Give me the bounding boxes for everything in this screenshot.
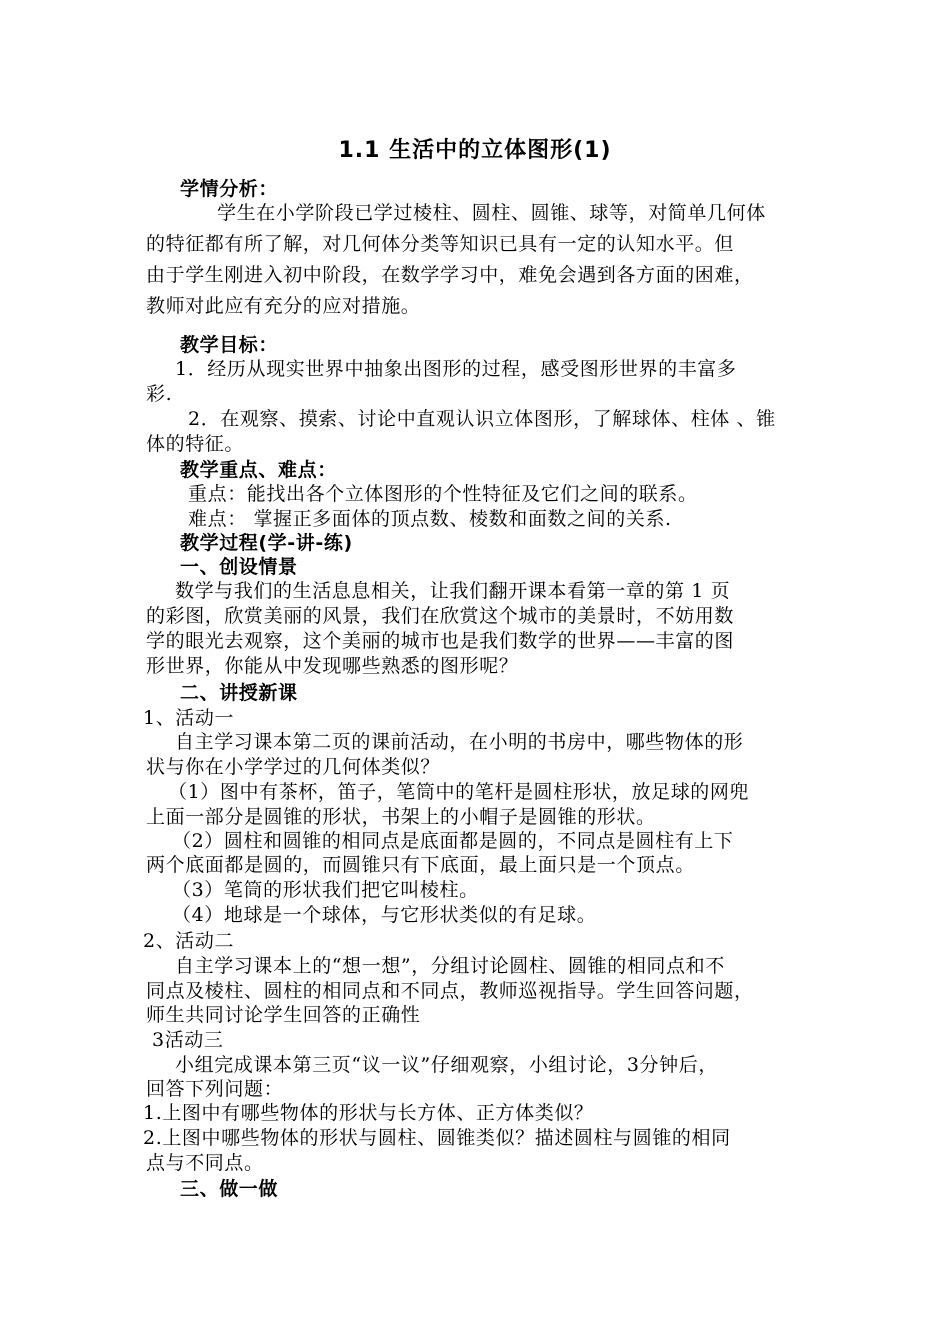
paragraph-line: 状与你在小学学过的几何体类似？: [146, 756, 441, 778]
subsection-heading: 二、讲授新课: [180, 682, 298, 704]
activity-label: 2、活动二: [143, 930, 235, 952]
subsection-heading: 三、做一做: [180, 1178, 279, 1200]
section-heading-keypoints: 教学重点、难点：: [180, 459, 337, 481]
paragraph-line: 彩.: [146, 383, 173, 405]
paragraph-line: 学的眼光去观察，这个美丽的城市也是我们数学的世界——丰富的图: [146, 630, 735, 652]
subsection-heading: 一、创设情景: [180, 556, 298, 578]
paragraph-line: 自主学习课本上的“想一想”，分组讨论圆柱、圆锥的相同点和不: [175, 955, 725, 977]
paragraph-line: 数学与我们的生活息息相关，让我们翻开课本看第一章的第 1 页: [175, 580, 731, 602]
activity-label: 3活动三: [152, 1029, 224, 1051]
paragraph-line: 由于学生刚进入初中阶段，在数学学习中，难免会遇到各方面的困难，: [146, 264, 754, 286]
paragraph-line: 上面一部分是圆锥的形状，书架上的小帽子是圆锥的形状。: [146, 806, 656, 828]
activity-label: 1、活动一: [143, 707, 235, 729]
paragraph-line: （3）笔筒的形状我们把它叫棱柱。: [172, 879, 479, 901]
paragraph-line: 形世界，你能从中发现哪些熟悉的图形呢？: [146, 655, 519, 677]
paragraph-line: 难点： 掌握正多面体的顶点数、棱数和面数之间的关系.: [188, 508, 672, 530]
section-heading-analysis: 学情分析：: [180, 178, 279, 200]
question-line: 1.上图中有哪些物体的形状与长方体、正方体类似？: [143, 1102, 594, 1124]
section-heading-goals: 教学目标：: [180, 334, 279, 356]
paragraph-line: 回答下列问题：: [146, 1078, 284, 1100]
paragraph-line: 小组完成课本第三页“议一议”仔细观察，小组讨论，3分钟后，: [175, 1054, 718, 1076]
paragraph-line: 两个底面都是圆的，而圆锥只有下底面，最上面只是一个顶点。: [146, 854, 695, 876]
section-heading-process: 教学过程(学-讲-练): [180, 532, 353, 554]
paragraph-line: 教师对此应有充分的应对措施。: [146, 295, 421, 317]
question-line: 2.上图中哪些物体的形状与圆柱、圆锥类似？描述圆柱与圆锥的相同: [143, 1127, 731, 1149]
paragraph-line: 的彩图，欣赏美丽的风景，我们在欣赏这个城市的美景时，不妨用数: [146, 605, 735, 627]
paragraph-line: （4）地球是一个球体，与它形状类似的有足球。: [172, 904, 597, 926]
paragraph-line: 师生共同讨论学生回答的正确性: [146, 1004, 421, 1026]
paragraph-line: 自主学习课本第二页的课前活动，在小明的书房中，哪些物体的形: [175, 731, 744, 753]
paragraph-line: 体的特征。: [146, 433, 245, 455]
paragraph-line: （2）圆柱和圆锥的相同点是底面都是圆的，不同点是圆柱有上下: [172, 830, 734, 852]
paragraph-line: 学生在小学阶段已学过棱柱、圆柱、圆锥、球等，对简单几何体: [217, 202, 766, 224]
paragraph-line: 1．经历从现实世界中抽象出图形的过程，感受图形世界的丰富多: [175, 358, 737, 380]
page-title: 1.1 生活中的立体图形(1): [338, 138, 612, 163]
paragraph-line: 的特征都有所了解，对几何体分类等知识已具有一定的认知水平。但: [146, 233, 735, 255]
paragraph-line: 同点及棱柱、圆柱的相同点和不同点，教师巡视指导。学生回答问题，: [146, 980, 754, 1002]
paragraph-line: （1）图中有茶杯，笛子，笔筒中的笔杆是圆柱形状，放足球的网兜: [168, 781, 750, 803]
paragraph-line: 2．在观察、摸索、讨论中直观认识立体图形，了解球体、柱体 、锥: [188, 408, 776, 430]
question-line: 点与不同点。: [146, 1152, 264, 1174]
paragraph-line: 重点：能找出各个立体图形的个性特征及它们之间的联系。: [188, 483, 698, 505]
